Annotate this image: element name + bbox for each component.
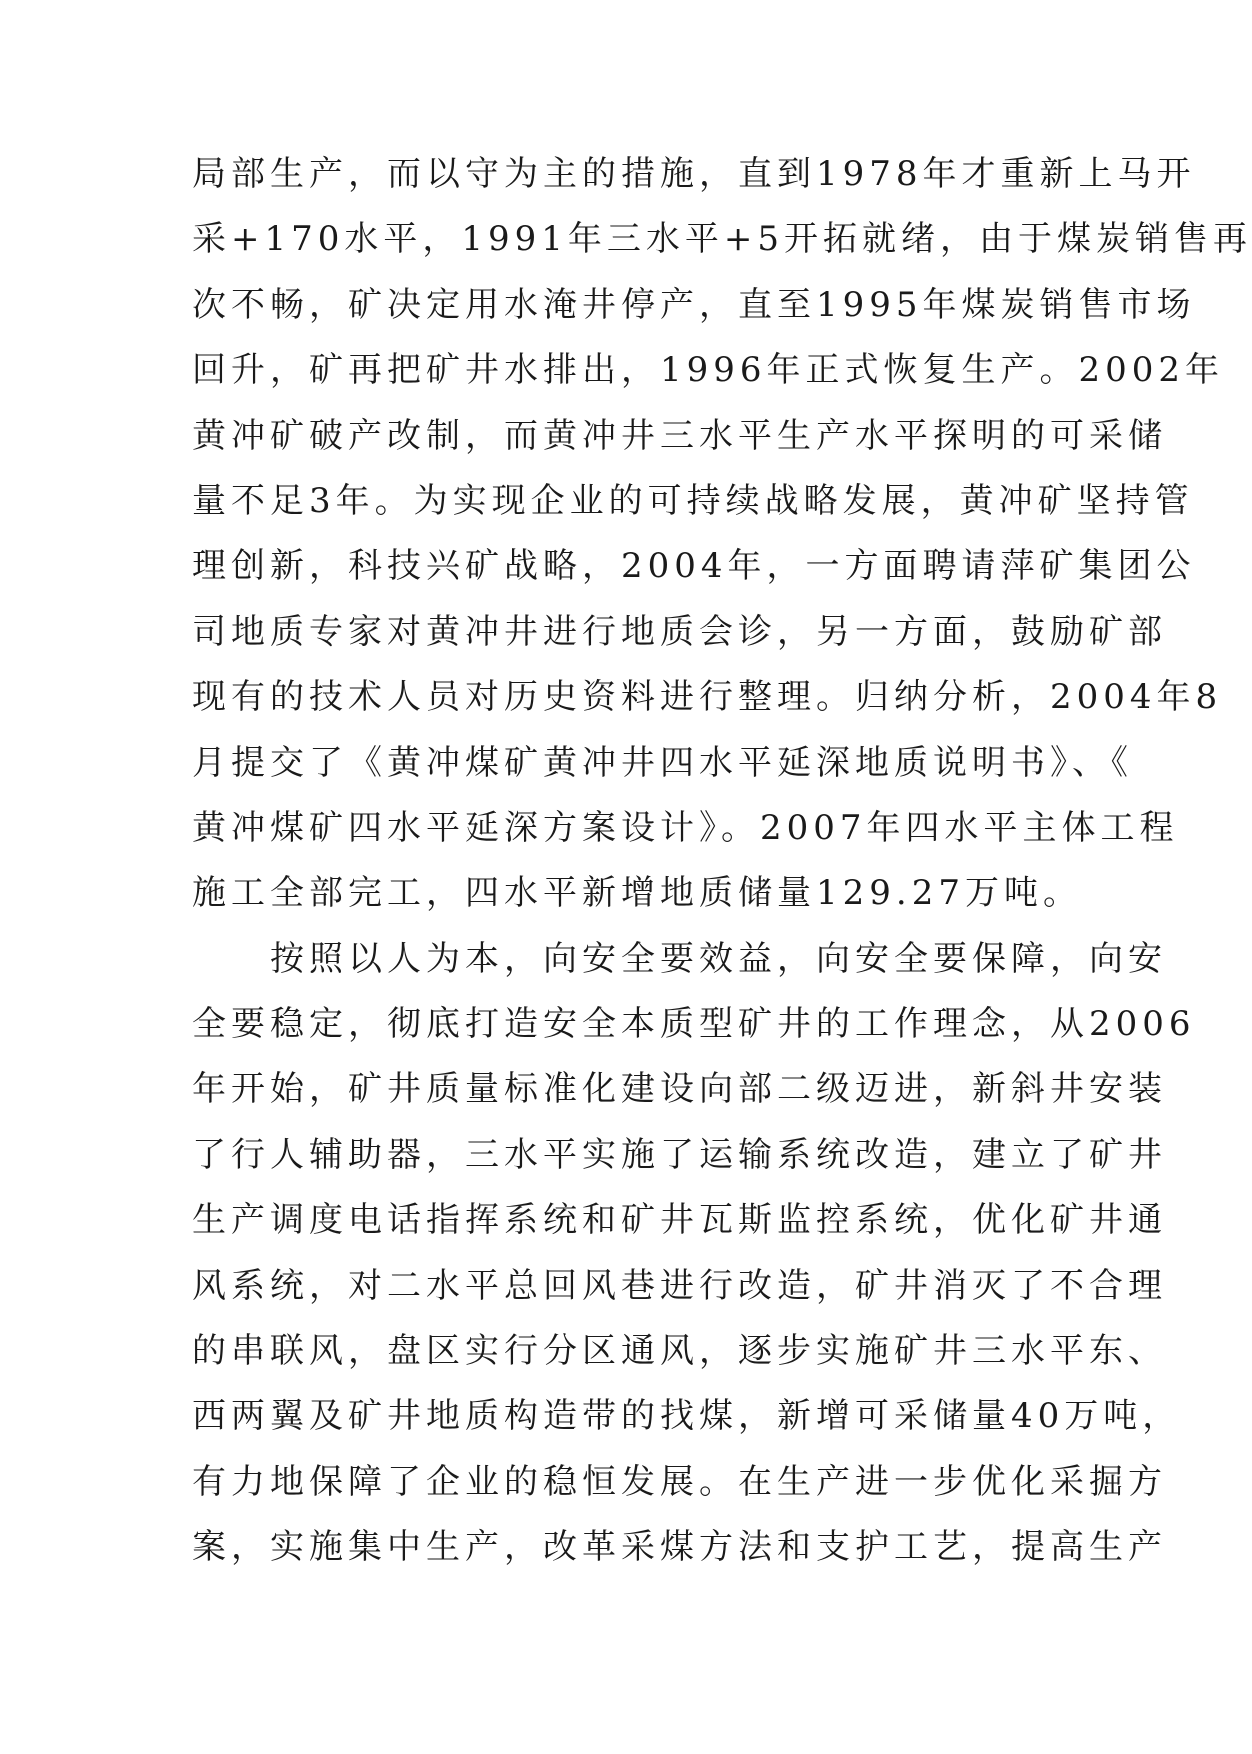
text-line: 风系统，对二水平总回风巷进行改造，矿井消灭了不合理 [192,1265,1167,1306]
text-line: 黄冲矿破产改制，而黄冲井三水平生产水平探明的可采储 [192,415,1167,456]
text-line: 了行人辅助器，三水平实施了运输系统改造，建立了矿井 [192,1134,1167,1175]
text-line: 次不畅，矿决定用水淹井停产，直至1995年煤炭销售市场 [192,284,1196,325]
text-line: 全要稳定，彻底打造安全本质型矿井的工作理念，从2006 [192,1004,1196,1045]
text-line: 量不足3年。为实现企业的可持续战略发展，黄冲矿坚持管 [192,480,1194,521]
text-line: 有力地保障了企业的稳恒发展。在生产进一步优化采掘方 [192,1461,1167,1502]
text-line: 西两翼及矿井地质构造带的找煤，新增可采储量40万吨， [192,1396,1182,1437]
body-text [192,142,1252,1581]
text-line: 理创新，科技兴矿战略，2004年，一方面聘请萍矿集团公 [192,546,1196,587]
text-line: 生产调度电话指挥系统和矿井瓦斯监控系统，优化矿井通 [192,1200,1167,1241]
text-line: 采+170水平，1991年三水平+5开拓就绪，由于煤炭销售再 [192,219,1252,260]
text-line: 现有的技术人员对历史资料进行整理。归纳分析，2004年8 [192,677,1223,718]
text-line: 月提交了《黄冲煤矿黄冲井四水平延深地质说明书》、《 [192,742,1133,783]
text-line: 局部生产，而以守为主的措施，直到1978年才重新上马开 [192,154,1196,194]
text-line: 案，实施集中生产，改革采煤方法和支护工艺，提高生产 [192,1527,1167,1568]
text-line: 施工全部完工，四水平新增地质储量129.27万吨。 [192,873,1082,914]
text-line: 司地质专家对黄冲井进行地质会诊，另一方面，鼓励矿部 [192,611,1167,652]
text-line: 年开始，矿井质量标准化建设向部二级迈进，新斜井安装 [192,1069,1167,1110]
text-line: 回升，矿再把矿井水排出，1996年正式恢复生产。2002年 [192,350,1225,391]
text-line: 的串联风，盘区实行分区通风，逐步实施矿井三水平东、 [192,1331,1167,1372]
text-line: 黄冲煤矿四水平延深方案设计》。2007年四水平主体工程 [192,807,1179,848]
paragraph-start-line: 按照以人为本，向安全要效益，向安全要保障，向安 [270,938,1167,979]
